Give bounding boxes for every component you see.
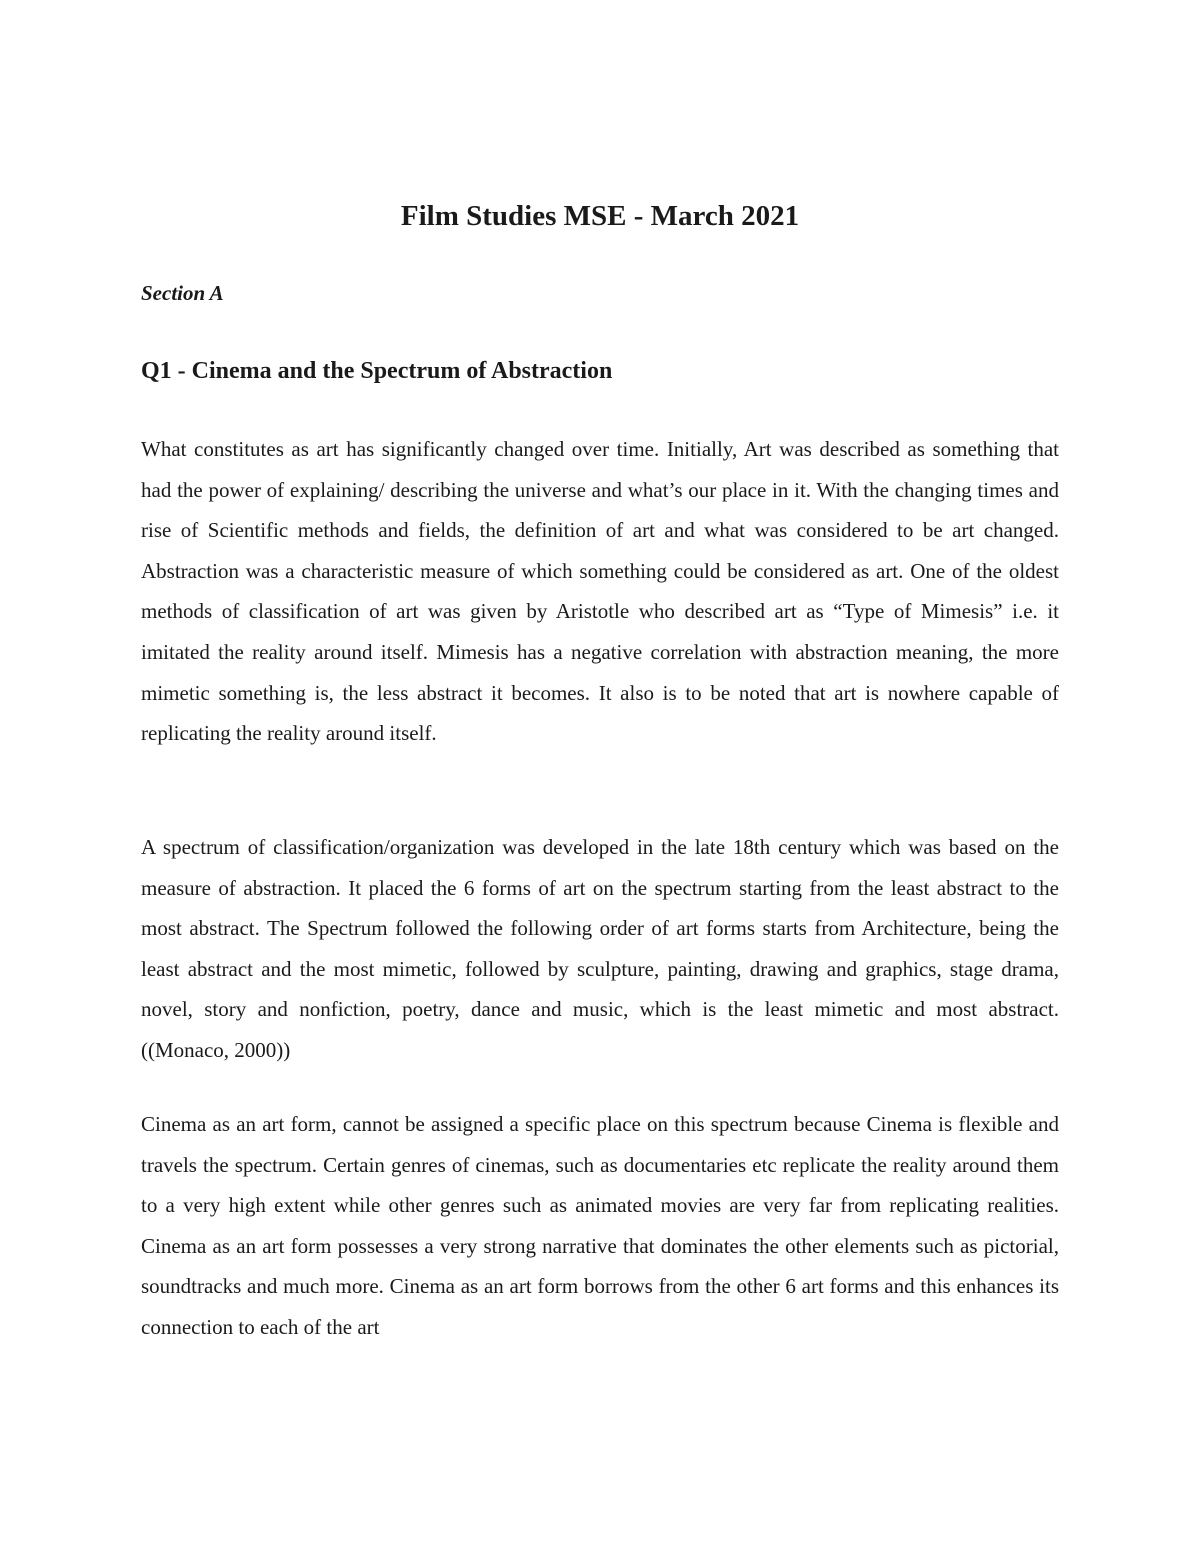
body-paragraph-2: A spectrum of classification/organization was developed in the late 18th century which was based on the measure of abstraction. It placed the 6 forms of art on the spectrum starting from the least abstract to the most abstract. The Spectrum followed the following order of art forms starts from Architecture, being the least abstract and the most mimetic, followed by sculpture, painting, drawing and graphics, stage drama, novel, story and nonfiction, poetry, dance and music, which is the least mimetic and most abstract. ((Monaco, 2000)) — [141, 835, 1059, 1062]
body-paragraph-1: What constitutes as art has significantly changed over time. Initially, Art was described as something that had the power of explaining/ describing the universe and what’s our place in it. With the changing times and rise of Scientific methods and fields, the definition of art and what was considered to be art changed. Abstraction was a characteristic measure of which something could be considered as art. One of the oldest methods of classification of art was given by Aristotle who described art as “Type of Mimesis” i.e. it imitated the reality around itself. Mimesis has a negative correlation with abstraction meaning, the more mimetic something is, the less abstract it becomes. It also is to be noted that art is nowhere capable of replicating the reality around itself. — [141, 437, 1059, 746]
question-heading: Q1 - Cinema and the Spectrum of Abstraction — [141, 358, 613, 384]
body-paragraph-3: Cinema as an art form, cannot be assigned a specific place on this spectrum because Cinema is flexible and travels the spectrum. Certain genres of cinemas, such as documentaries etc replicate the reality around them to a very high extent while other genres such as animated movies are very far from replicating realities. Cinema as an art form possesses a very strong narrative that dominates the other elements such as pictorial, soundtracks and much more. Cinema as an art form borrows from the other 6 art forms and this enhances its connection to each of the art — [141, 1112, 1059, 1339]
document-title: Film Studies MSE - March 2021 — [400, 200, 800, 232]
section-label: Section A — [141, 281, 224, 305]
